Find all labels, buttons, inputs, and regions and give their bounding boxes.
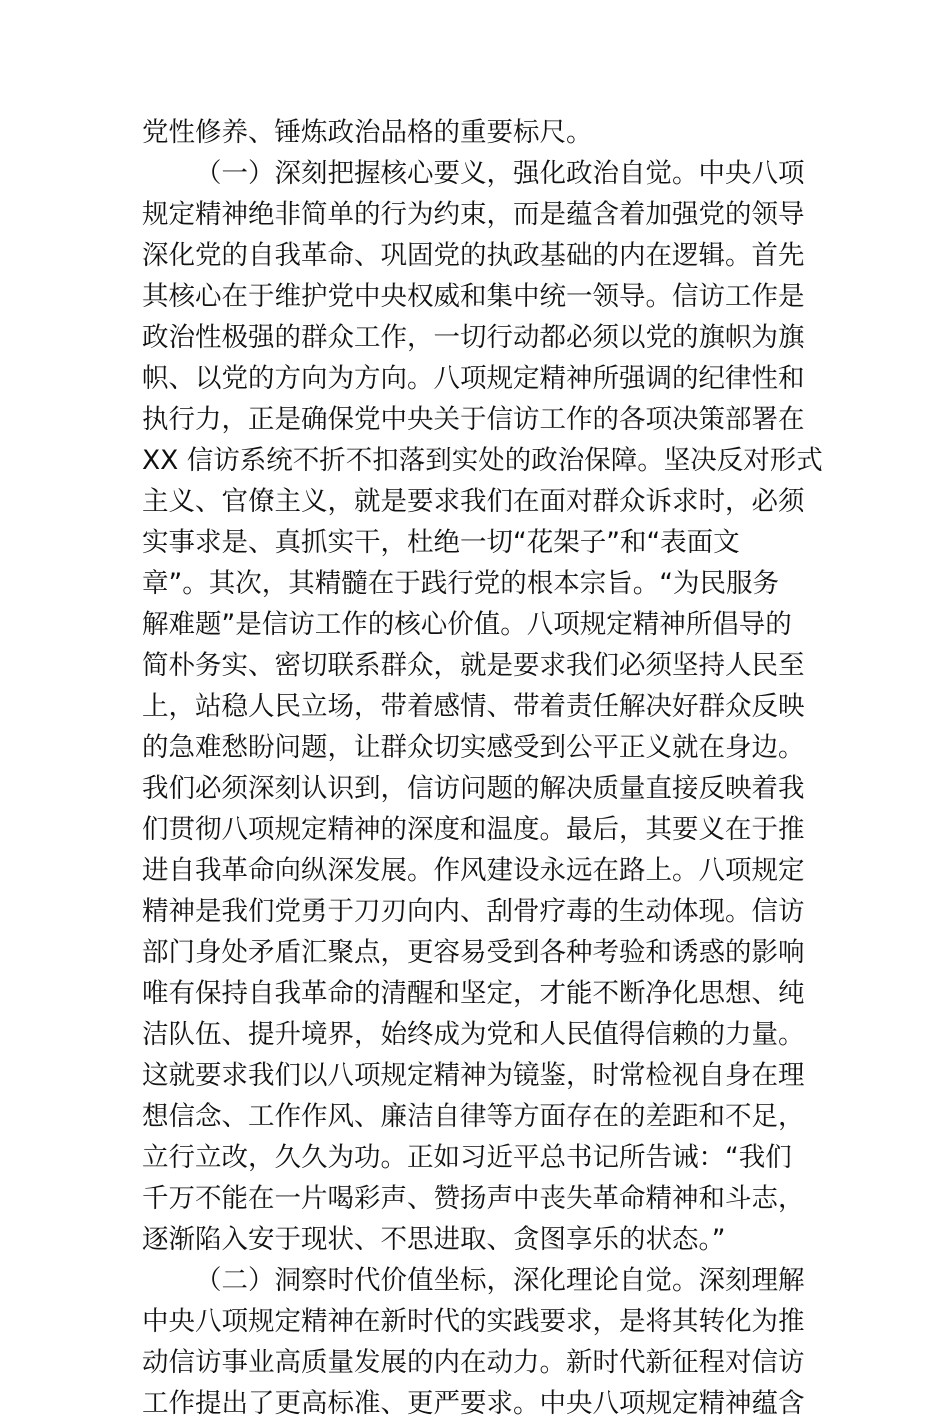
text-line: 上，站稳人民立场，带着感情、带着责任解决好群众反映 <box>142 691 805 722</box>
document-body <box>142 112 823 1424</box>
text-line: 执行力，正是确保党中央关于信访工作的各项决策部署在 <box>142 404 805 435</box>
text-line: 其核心在于维护党中央权威和集中统一领导。信访工作是 <box>142 281 805 312</box>
text-line: 政治性极强的群众工作，一切行动都必须以党的旗帜为旗 <box>142 322 805 353</box>
text-line: 简朴务实、密切联系群众，就是要求我们必须坚持人民至 <box>142 650 805 681</box>
text-line: 党性修养、锤炼政治品格的重要标尺。 <box>142 117 593 148</box>
text-line: 千万不能在一片喝彩声、赞扬声中丧失革命精神和斗志， <box>142 1183 805 1214</box>
text-line: 这就要求我们以八项规定精神为镜鉴，时常检视自身在理 <box>142 1060 805 1091</box>
text-line: 动信访事业高质量发展的内在动力。新时代新征程对信访 <box>142 1347 805 1378</box>
text-line: 帜、以党的方向为方向。八项规定精神所强调的纪律性和 <box>142 363 805 394</box>
text-line: 解难题”是信访工作的核心价值。八项规定精神所倡导的 <box>142 609 792 640</box>
text-line: 精神是我们党勇于刀刃向内、刮骨疗毒的生动体现。信访 <box>142 896 805 927</box>
text-line: 中央八项规定精神在新时代的实践要求，是将其转化为推 <box>142 1306 805 1337</box>
text-line: 规定精神绝非简单的行为约束，而是蕴含着加强党的领导 <box>142 199 805 230</box>
text-line: 想信念、工作作风、廉洁自律等方面存在的差距和不足， <box>142 1101 805 1132</box>
text-line: 实事求是、真抓实干，杜绝一切“花架子”和“表面文 <box>142 527 740 558</box>
text-line: XX 信访系统不折不扣落到实处的政治保障。坚决反对形式 <box>142 445 823 476</box>
text-line: 唯有保持自我革命的清醒和坚定，才能不断净化思想、纯 <box>142 978 805 1009</box>
text-line: 我们必须深刻认识到，信访问题的解决质量直接反映着我 <box>142 773 805 804</box>
text-line: 部门身处矛盾汇聚点，更容易受到各种考验和诱惑的影响 <box>142 937 805 968</box>
text-line: 洁队伍、提升境界，始终成为党和人民值得信赖的力量。 <box>142 1019 805 1050</box>
text-line: 的急难愁盼问题，让群众切实感受到公平正义就在身边。 <box>142 732 805 763</box>
text-line: 立行立改，久久为功。正如习近平总书记所告诫：“我们 <box>142 1142 792 1173</box>
paragraph-heading-1: （一）深刻把握核心要义，强化政治自觉。中央八项 <box>195 158 805 189</box>
text-line: 章”。其次，其精髓在于践行党的根本宗旨。“为民服务 <box>142 568 779 599</box>
text-line: 深化党的自我革命、巩固党的执政基础的内在逻辑。首先 <box>142 240 805 271</box>
paragraph-heading-2: （二）洞察时代价值坐标，深化理论自觉。深刻理解 <box>195 1265 805 1296</box>
text-line: 工作提出了更高标准、更严要求。中央八项规定精神蕴含 <box>142 1388 805 1419</box>
text-line: 们贯彻八项规定精神的深度和温度。最后，其要义在于推 <box>142 814 805 845</box>
text-line: 逐渐陷入安于现状、不思进取、贪图享乐的状态。” <box>142 1224 726 1255</box>
text-line: 主义、官僚主义，就是要求我们在面对群众诉求时，必须 <box>142 486 805 517</box>
text-line: 进自我革命向纵深发展。作风建设永远在路上。八项规定 <box>142 855 805 886</box>
